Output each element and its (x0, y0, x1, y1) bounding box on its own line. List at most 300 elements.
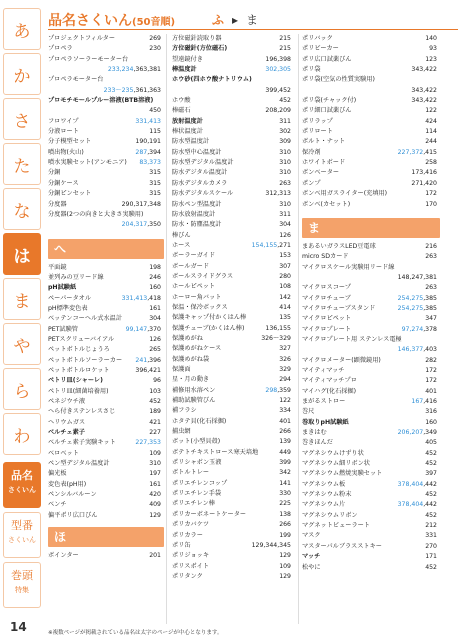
entry-pages: 129 (149, 511, 161, 519)
entry-name: マグネシウム細リボン状 (302, 460, 370, 468)
entry-name: ポリカラー (172, 531, 203, 539)
index-sidebar (0, 0, 44, 644)
index-entry (172, 458, 294, 468)
index-entry (172, 210, 294, 220)
entry-pages: 126 (279, 231, 291, 239)
entry-pages: 266 (279, 428, 291, 436)
highlight-pages: 227,353 (135, 439, 161, 447)
entry-pages (135, 438, 161, 448)
index-entry (302, 127, 440, 137)
entry-pages: 171 (425, 553, 437, 561)
index-entry (48, 127, 164, 137)
entry-name: ボトルトレー (172, 469, 210, 477)
highlight-pages: 154,155 (251, 241, 278, 249)
entry-pages (265, 65, 291, 75)
highlight-pages: 302,305 (265, 66, 291, 74)
index-column-3 (302, 34, 440, 573)
nav-tab[interactable] (3, 562, 41, 608)
entry-name: ペットボトルソーラーカー (48, 356, 123, 364)
entry-name: マグネシウムけずり状 (302, 449, 364, 457)
entry-pages: 266 (279, 521, 291, 529)
entry-name: 分銅 (48, 169, 61, 177)
entry-name: マイティマッチ (302, 366, 345, 374)
entry-name: マイクロプレート用 ステンレス電極 (302, 335, 402, 343)
index-entry (48, 168, 164, 178)
entry-pages: 146,377,403 (397, 346, 437, 354)
index-entry (48, 189, 164, 199)
index-entry (302, 44, 440, 54)
nav-tab-label: 型番 (11, 519, 33, 532)
entry-name: 平面鏡 (48, 263, 67, 271)
entry-pages: 414 (279, 303, 291, 311)
highlight-pages: 167 (411, 398, 424, 405)
index-entry (172, 75, 294, 96)
entry-pages: 170 (425, 200, 437, 208)
index-entry (302, 106, 440, 116)
index-entry (172, 168, 294, 178)
entry-pages: 378,404,442 (397, 480, 437, 488)
entry-pages: 103 (149, 387, 161, 395)
index-entry (172, 437, 294, 447)
entry-pages: 108 (279, 283, 291, 291)
entry-pages: 310 (279, 159, 291, 167)
index-entry (48, 44, 164, 54)
entry-pages: 420 (149, 491, 161, 499)
entry-name: ホールピペット (172, 283, 216, 291)
index-entry (302, 542, 440, 552)
entry-name: マグネットビューラート (302, 522, 370, 530)
entry-pages: 258 (425, 159, 437, 167)
entry-pages: 310 (279, 148, 291, 156)
section-header: ほ (48, 527, 164, 547)
entry-name: プロペラソーラーモーター台 (48, 55, 129, 63)
entry-name: ペーパータオル (48, 294, 92, 302)
highlight-pages: 204,317 (121, 221, 148, 229)
entry-name: ヘら付きステンレスさじ (48, 408, 116, 416)
entry-pages: 141 (279, 479, 291, 487)
entry-pages: 167,416 (411, 398, 437, 405)
entry-name: PET試験管 (48, 325, 78, 333)
entry-name: 棒温度計 (172, 66, 197, 74)
kana-tab[interactable]: わ (3, 413, 41, 455)
entry-name: 変色表(pH用) (48, 480, 87, 488)
index-entry (302, 314, 440, 324)
entry-name: ヘリウムガス (48, 418, 86, 426)
index-entry (302, 521, 440, 531)
entry-pages: 452 (425, 563, 437, 571)
kana-tab[interactable]: か (3, 53, 41, 95)
highlight-pages: 83,373 (139, 159, 161, 167)
entry-name: 棒びん (172, 231, 191, 239)
entry-pages: 405 (425, 439, 437, 447)
entry-name: 防水放射温度計 (172, 210, 216, 218)
entry-pages: 424 (425, 117, 437, 125)
index-entry (172, 344, 294, 354)
entry-name: ホース (172, 241, 191, 249)
kana-tab[interactable]: や (3, 323, 41, 365)
index-entry (172, 551, 294, 561)
index-entry (172, 148, 294, 158)
index-entry (302, 189, 440, 199)
entry-name: ホウ酸 (172, 97, 191, 105)
kana-tab[interactable]: ま (3, 278, 41, 320)
entry-pages: 135 (279, 314, 291, 322)
index-entry (172, 65, 294, 75)
entry-pages: 230 (149, 45, 161, 53)
entry-pages: 307 (279, 262, 291, 270)
entry-pages: 310 (279, 169, 291, 177)
entry-pages: 378,404,442 (397, 501, 437, 509)
header-tab: ま (246, 13, 259, 27)
index-entry (172, 293, 294, 303)
entry-pages: 329 (279, 366, 291, 373)
entry-name: 補助試験管びん (172, 397, 216, 405)
entry-name: 棒磁石 (172, 107, 191, 115)
index-entry (172, 272, 294, 282)
entry-name: ボット(小型貝殻) (172, 438, 221, 446)
entry-name: プロジェクトフィルター (48, 35, 116, 42)
entry-name: 防水型温度計 (172, 138, 210, 146)
highlight-pages: 254,275 (397, 294, 424, 302)
index-entry (48, 283, 164, 293)
entry-name: 防水デジタルカメラ (172, 179, 228, 187)
index-entry (172, 417, 294, 427)
entry-name: マスク (302, 532, 321, 540)
entry-pages: 97,274,378 (401, 325, 437, 333)
entry-name: プロモチモールプルー溶液(BTB溶液) (48, 97, 154, 105)
index-entry (302, 407, 440, 417)
index-entry (172, 282, 294, 292)
entry-name: マイクロチューブ (302, 294, 351, 302)
index-entry (172, 55, 294, 65)
index-entry (172, 396, 294, 406)
entry-name: ポリバック (302, 35, 333, 42)
highlight-pages: 254,275 (397, 304, 424, 312)
entry-pages: 290,317,348 (121, 200, 161, 208)
index-entry (302, 511, 440, 521)
index-entry (48, 314, 164, 324)
entry-pages: 254,275,385 (397, 294, 437, 302)
entry-pages: 109 (279, 562, 291, 570)
index-entry (302, 335, 440, 356)
nav-tab-sub: さくいん (8, 536, 36, 544)
index-entry (302, 325, 440, 335)
entry-name: pH試験紙 (48, 284, 77, 292)
index-entry (172, 313, 294, 323)
index-entry (172, 520, 294, 530)
entry-pages: 269 (149, 35, 161, 42)
index-entry (48, 34, 164, 44)
entry-pages: 310 (149, 460, 161, 468)
entry-pages: 126 (149, 335, 161, 343)
kana-tab[interactable]: た (3, 143, 41, 185)
index-entry (48, 294, 164, 304)
entry-name: マイハグ(化石採掘) (302, 387, 357, 395)
entry-name: 分銅ケース (48, 179, 79, 187)
entry-pages: 452 (425, 491, 437, 499)
index-entry (48, 75, 164, 96)
column-divider (166, 34, 167, 624)
index-entry (48, 179, 164, 189)
entry-pages: 122 (279, 397, 291, 405)
entry-name: ベロベット (48, 449, 79, 457)
entry-name: 保護キャップ付かくはん棒 (172, 314, 247, 322)
highlight-pages: 227,372 (397, 148, 424, 156)
entry-pages: 401 (425, 387, 437, 395)
entry-name: 棒状温度計 (172, 128, 203, 136)
index-entry (172, 468, 294, 478)
section-header: ま (302, 218, 440, 238)
index-entry (172, 386, 294, 396)
index-entry (172, 96, 294, 106)
entry-pages: 138 (279, 510, 291, 518)
entry-name: 巻取りpH試験紙 (302, 418, 349, 426)
index-entry (302, 55, 440, 65)
entry-pages: 452 (425, 460, 437, 468)
entry-pages: 311 (279, 210, 291, 218)
index-entry (172, 303, 294, 313)
index-entry (172, 489, 294, 499)
entry-name: 方位磁針(方位磁石) (172, 45, 228, 53)
page-header (48, 8, 458, 28)
entry-pages: 343,422 (411, 86, 437, 94)
index-entry (48, 325, 164, 335)
entry-name: ボルト・ナット (302, 138, 346, 146)
entry-pages: 215 (279, 35, 291, 42)
entry-name: マイティマッチプロ (302, 377, 357, 385)
entry-name: 防水・防塵温度計 (172, 221, 222, 229)
index-entry (172, 448, 294, 458)
entry-name: ペネジウチ液 (48, 398, 86, 405)
index-entry (172, 375, 294, 385)
kana-tab[interactable]: ら (3, 368, 41, 410)
entry-name: ポリビーカー (302, 45, 339, 53)
section-header: へ (48, 239, 164, 259)
entry-name: フロワイプ (48, 117, 79, 125)
index-entry (302, 96, 440, 106)
index-entry (302, 552, 440, 562)
index-entry (48, 438, 164, 448)
index-entry (172, 220, 294, 230)
index-entry (302, 397, 440, 407)
entry-pages: 342 (279, 469, 291, 477)
index-entry (302, 459, 440, 469)
entry-pages: 330 (279, 490, 291, 498)
index-entry (302, 563, 440, 573)
kana-tab[interactable]: あ (3, 8, 41, 50)
index-entry (172, 427, 294, 437)
index-entry (302, 490, 440, 500)
highlight-pages: 331,413 (121, 294, 148, 302)
entry-name: 偏平ポリ広口びん (48, 511, 98, 519)
index-entry (172, 127, 294, 137)
entry-pages: 225 (279, 500, 291, 508)
entry-pages: 212 (425, 522, 437, 530)
entry-pages: 115 (149, 128, 161, 136)
nav-tab[interactable] (3, 512, 41, 558)
entry-pages: 114 (425, 128, 437, 136)
entry-name: ボテトチキストロース寒天培地 (172, 448, 259, 456)
entry-pages: 409 (149, 501, 161, 509)
highlight-pages: 99,147 (125, 325, 148, 333)
header-tab: ふ (212, 13, 225, 27)
entry-name: ボンベ用ガスライター(充填用) (302, 190, 388, 198)
entry-name: ベッテンコーヘル式水温計 (48, 315, 122, 323)
entry-name: ホーロー角バット (172, 293, 222, 301)
entry-pages: 233～235,361,363 (103, 86, 161, 94)
entry-name: ポリ袋(チャック付) (302, 97, 357, 105)
entry-name: ポリシャボン玉液 (172, 459, 222, 467)
index-entry (302, 263, 440, 284)
entry-name: 分銅ピンセット (48, 190, 92, 198)
index-entry (172, 355, 294, 365)
index-entry (172, 562, 294, 572)
index-entry (172, 241, 294, 251)
entry-name: 保護めがねケース (172, 345, 222, 353)
entry-pages: 452 (425, 449, 437, 457)
entry-name: 並列みの豆リード線 (48, 273, 104, 281)
entry-name: pH標準変色表 (48, 304, 88, 312)
index-entry (302, 200, 440, 210)
entry-pages: 312,313 (265, 190, 291, 198)
nav-tab-sub: さくいん (8, 486, 36, 494)
entry-pages: 310 (279, 200, 291, 208)
entry-name: micro SDカード (302, 253, 349, 261)
entry-name: 分子模型セット (48, 138, 92, 146)
entry-pages: 282 (425, 356, 437, 364)
entry-name: ポリエチレン棒 (172, 500, 215, 508)
nav-tab[interactable] (3, 462, 41, 508)
index-entry (172, 479, 294, 489)
entry-name: ホワイトボード (302, 159, 346, 167)
index-column-1 (48, 34, 164, 561)
index-entry (48, 263, 164, 273)
entry-pages: 208,209 (265, 107, 291, 115)
entry-pages: 160 (425, 418, 437, 426)
entry-pages: 161 (149, 304, 161, 312)
highlight-pages: 97,274 (401, 325, 424, 333)
entry-pages: 270 (425, 542, 437, 550)
index-entry (48, 117, 164, 127)
entry-name: 噴水実験セット(アンモニア) (48, 159, 127, 167)
index-entry (302, 428, 440, 438)
highlight-pages: 206,207 (397, 429, 424, 437)
entry-pages: 129,344,345 (251, 541, 291, 549)
entry-pages: 142 (279, 293, 291, 301)
index-entry (172, 531, 294, 541)
index-entry (48, 407, 164, 417)
entry-pages: 263 (425, 284, 437, 292)
index-entry (302, 480, 440, 490)
entry-name: まきはむ (302, 429, 327, 437)
entry-name: ポリエチレンコップ (172, 479, 228, 487)
index-entry (302, 75, 440, 96)
entry-pages: 327 (279, 345, 291, 353)
index-entry (48, 96, 164, 117)
entry-pages: 263 (425, 253, 437, 261)
entry-pages: 347 (425, 315, 437, 323)
entry-pages: 206,207,349 (397, 429, 437, 437)
entry-name: ポリ細口試薬びん (302, 107, 352, 115)
entry-name: 噴出物(火山) (48, 148, 84, 156)
entry-pages: 287,394 (135, 148, 161, 156)
highlight-pages: 378,404 (397, 501, 424, 509)
entry-name: ポリカバケツ (172, 521, 210, 529)
index-entry (48, 397, 164, 407)
entry-name: マッチ (302, 553, 321, 561)
entry-name: ホウ砂(四ホウ酸ナトリウム) (172, 76, 252, 84)
entry-name: ボインター (48, 552, 79, 560)
page-title (48, 10, 175, 30)
entry-pages: 294 (279, 376, 291, 384)
entry-pages: 204,317,350 (121, 221, 161, 229)
entry-name: ボールガード (172, 262, 210, 270)
kana-tab[interactable]: さ (3, 98, 41, 140)
index-entry (172, 34, 294, 44)
index-entry (172, 334, 294, 344)
index-entry (172, 189, 294, 199)
entry-name: 望遠鏡付き (172, 55, 203, 63)
nav-tab-label: 巻頭 (11, 569, 33, 582)
index-entry (48, 480, 164, 490)
entry-name: マイクロスケール実験用リード線 (302, 263, 395, 271)
index-entry (302, 449, 440, 459)
entry-name: ボンベ(カセット) (302, 200, 351, 208)
entry-pages: 449 (279, 448, 291, 456)
index-entry (302, 304, 440, 314)
entry-name: 保冷剤 (302, 148, 321, 156)
index-entry (172, 158, 294, 168)
highlight-pages: 287 (135, 148, 148, 156)
kana-tab[interactable]: な (3, 188, 41, 230)
entry-pages: 122 (425, 107, 437, 115)
entry-name: ペンシルバルーン (48, 491, 97, 499)
index-entry (48, 273, 164, 283)
highlight-pages: 331,413 (135, 117, 161, 125)
entry-name: 保温・保冷ボックス (172, 303, 228, 311)
entry-name: ホタテ貝(化石採掘) (172, 417, 227, 425)
entry-pages: 241,396 (135, 356, 161, 364)
entry-name: プロペラ (48, 45, 73, 53)
entry-name: ペトリ皿(シャーレ) (48, 377, 103, 385)
entry-pages: 215 (279, 45, 291, 53)
entry-pages (139, 158, 161, 168)
index-entry (48, 366, 164, 376)
entry-pages: 139 (279, 438, 291, 446)
index-entry (48, 418, 164, 428)
entry-name: ボーラーガイド (172, 252, 216, 260)
index-entry (302, 418, 440, 428)
kana-tab[interactable]: は (3, 233, 41, 275)
entry-pages: 148,247,381 (397, 273, 437, 281)
index-entry (172, 365, 294, 375)
entry-pages: 129 (279, 552, 291, 560)
entry-pages: 109 (149, 449, 161, 457)
entry-name: 保護めがね (172, 334, 203, 342)
entry-name: 巻きほんだ (302, 439, 333, 447)
entry-name: PETスクリューバイアル (48, 335, 115, 343)
entry-pages: 315 (149, 179, 161, 187)
highlight-pages: 146,377 (397, 346, 424, 354)
entry-name: まあるいガラスLED豆電球 (302, 242, 376, 250)
entry-name: まがるストロー (302, 398, 346, 405)
entry-name: 松やに (302, 563, 321, 571)
entry-pages: 172 (425, 366, 437, 374)
entry-name: マグネシウムリボン (302, 511, 358, 519)
entry-name: 防水型デジタル温度計 (172, 159, 234, 167)
entry-pages: 199 (279, 531, 291, 539)
entry-pages: 334 (279, 407, 291, 415)
